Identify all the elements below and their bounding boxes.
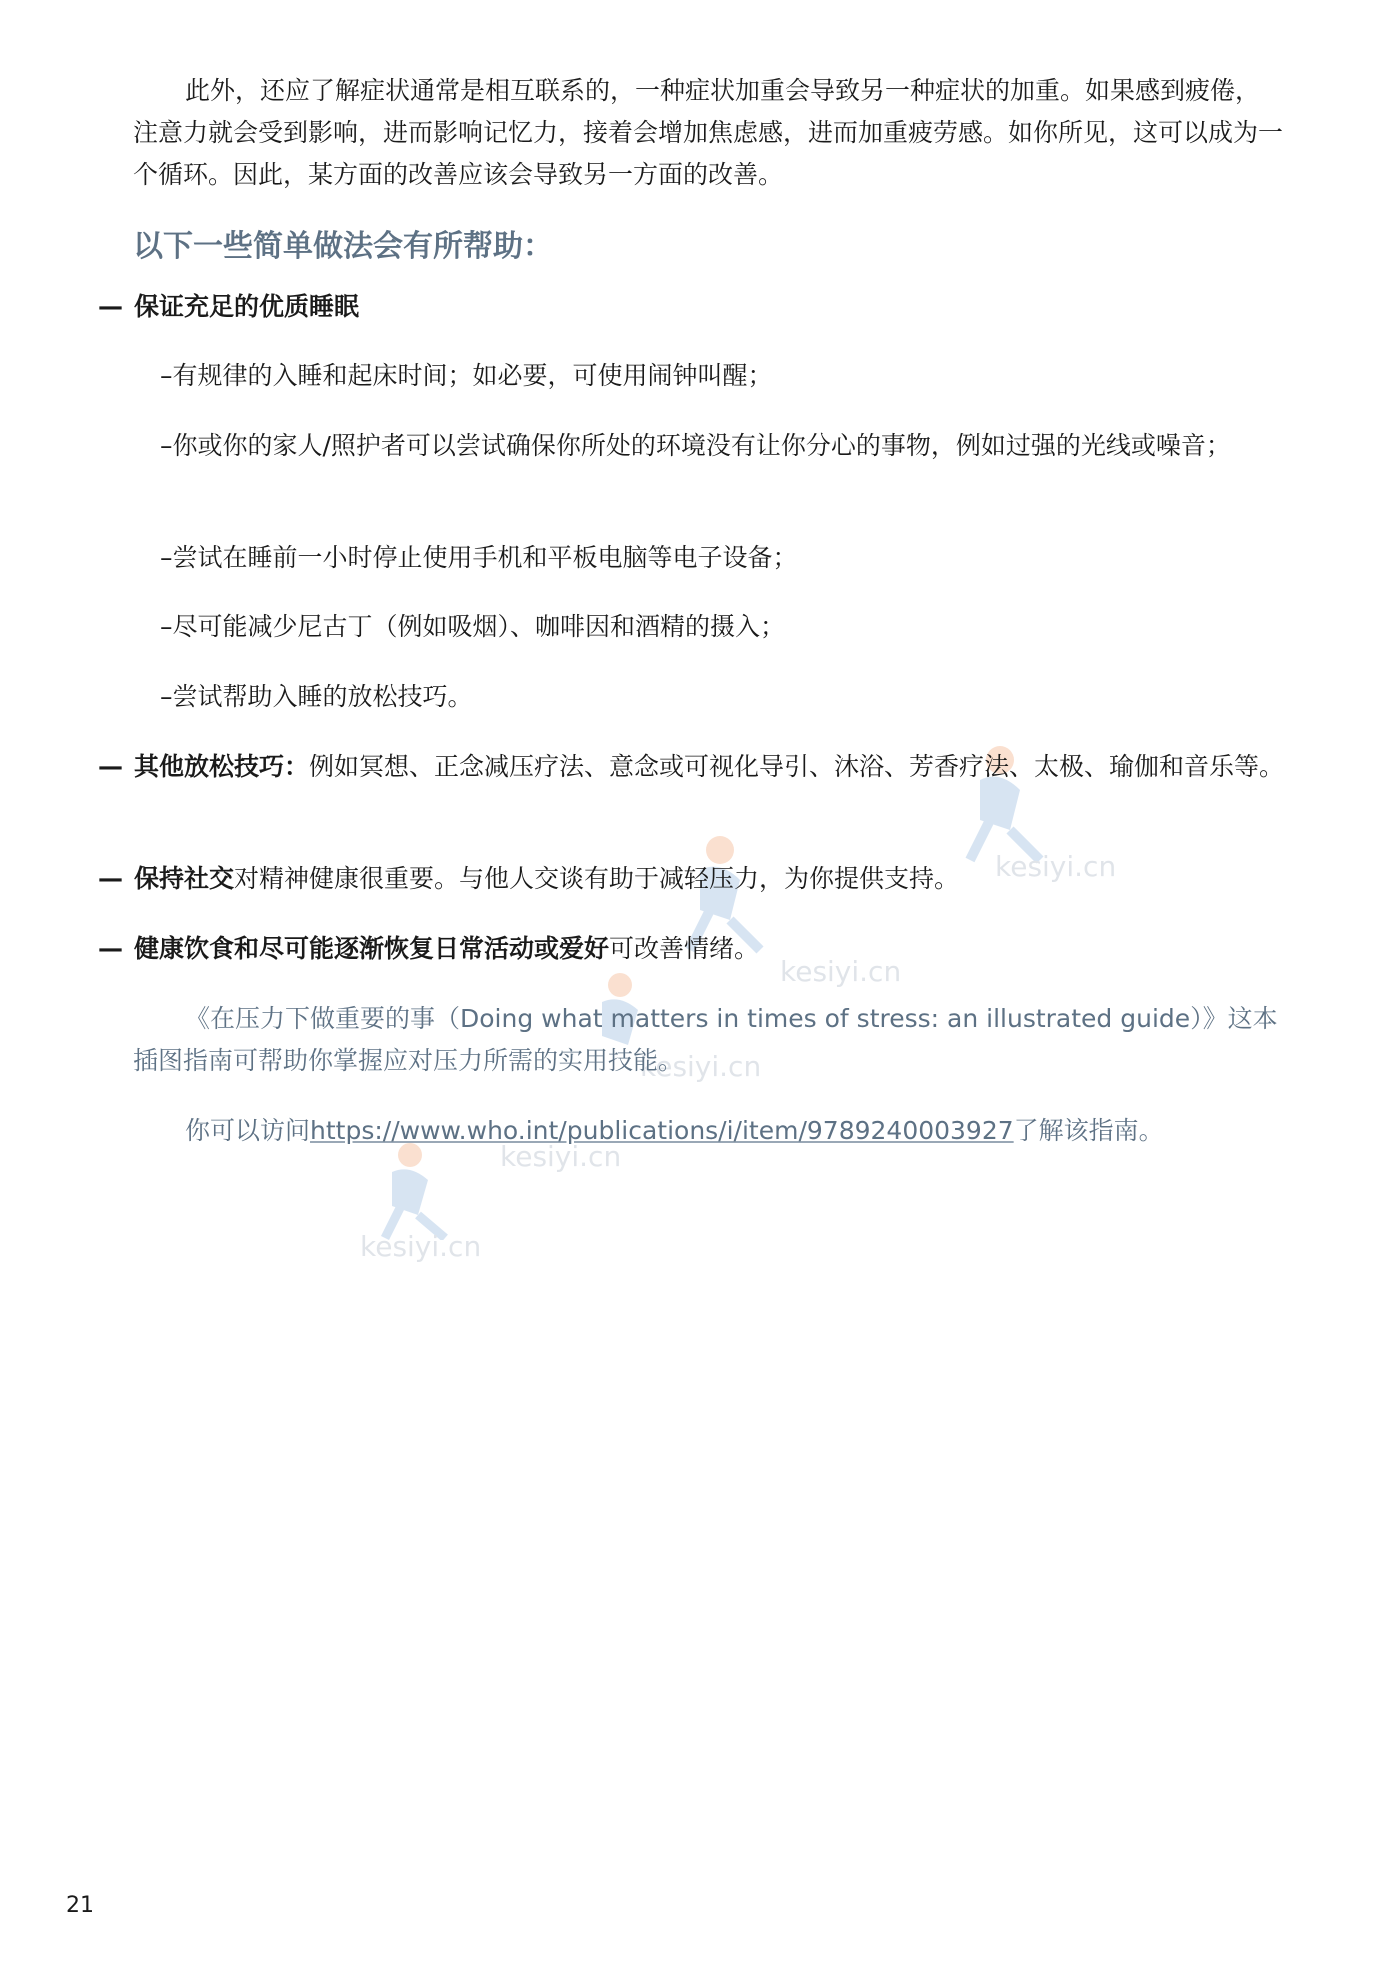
sleep-tip: –有规律的入睡和起床时间；如必要，可使用闹钟叫醒；: [160, 361, 773, 390]
bullet-sleep: — 保证充足的优质睡眠: [98, 286, 1319, 328]
watermark-text: kesiyi.cn: [640, 1050, 762, 1083]
bullet-diet: — 健康饮食和尽可能逐渐恢复日常活动或爱好可改善情绪。: [98, 928, 1319, 970]
dash-marker: —: [98, 292, 123, 321]
watermark-1: [920, 720, 1117, 883]
dash-marker: —: [98, 864, 123, 893]
dash-marker: —: [98, 752, 123, 781]
watermark-text: kesiyi.cn: [360, 1230, 482, 1263]
sleep-tip: –尝试帮助入睡的放松技巧。: [160, 682, 473, 711]
dash-marker: —: [98, 934, 123, 963]
page-number: 21: [66, 1893, 94, 1918]
guide-paragraph: 《在压力下做重要的事（Doing what matters in times of stress: an illustrated guide）》这本插图指南可帮助你掌握应对压力所需的实用技能。: [133, 1004, 1278, 1075]
watermark-text: kesiyi.cn: [995, 850, 1117, 883]
sleep-tip: –你或你的家人/照护者可以尝试确保你所处的环境没有让你分心的事物，例如过强的光线或噪音；: [160, 431, 1231, 460]
sleep-tip: –尝试在睡前一小时停止使用手机和平板电脑等电子设备；: [160, 543, 798, 572]
guide-title-en: Doing what matters in times of stress: an illustrated guide: [460, 1004, 1191, 1033]
watermark-text: kesiyi.cn: [780, 955, 902, 988]
runner-logo-icon: [920, 720, 1080, 880]
sleep-tip: –尽可能减少尼古丁（例如吸烟）、咖啡因和酒精的摄入；: [160, 612, 786, 641]
who-guide-link[interactable]: https://www.who.int/publications/i/item/9789240003927: [310, 1116, 1014, 1145]
bullet-relaxation: — 其他放松技巧：例如冥想、正念减压疗法、意念或可视化导引、沐浴、芳香疗法、太极、瑜伽和音乐等。: [98, 746, 1319, 788]
bullet-social: — 保持社交对精神健康很重要。与他人交谈有助于减轻压力，为你提供支持。: [98, 858, 1319, 900]
visit-paragraph: 你可以访问https://www.who.int/publications/i/item/9789240003927了解该指南。: [185, 1116, 1164, 1145]
watermark-text: kesiyi.cn: [500, 1140, 622, 1173]
intro-paragraph: 此外，还应了解症状通常是相互联系的，一种症状加重会导致另一种症状的加重。如果感到疲倦，注意力就会受到影响，进而影响记忆力，接着会增加焦虑感，进而加重疲劳感。如你所见，这可以成为一个循环。因此，某方面的改善应该会导致另一方面的改善。: [133, 76, 1284, 189]
section-heading: 以下一些简单做法会有所帮助：: [133, 229, 553, 264]
